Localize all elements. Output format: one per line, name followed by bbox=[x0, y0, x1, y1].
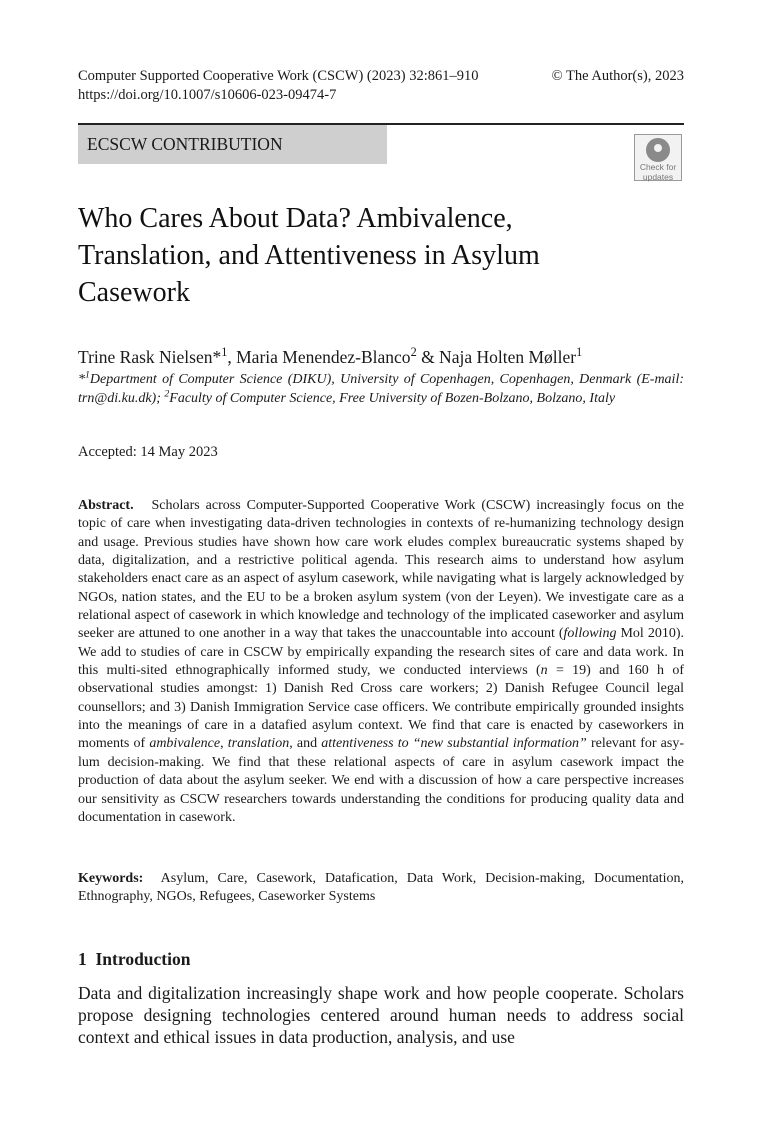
keywords-label: Keywords: bbox=[78, 871, 144, 886]
abstract-text: = 19) and 160 h of observational studies amongst: 1) Danish Red Cross care workers; 2) Danish Refugee Council legal counsellors; and 3) Danish Immigration Service case officers. We contribute empirically grounded insights into the meanings of care in a datafied asylum context. We find that care is enacted by caseworkers in moments of bbox=[78, 663, 685, 752]
abstract-italic: ambivalence bbox=[149, 736, 221, 752]
badge-text-line1: Check for bbox=[639, 162, 677, 172]
abstract-italic: attentiveness to “new substantial information” bbox=[321, 736, 587, 752]
affil-text: Department of Computer Science (DIKU), University of Copenhagen, Copenhagen, Denmark (E-mail: trn@di.ku.dk); bbox=[78, 372, 684, 406]
check-for-updates-badge[interactable] bbox=[634, 134, 682, 181]
affiliations bbox=[78, 370, 684, 408]
author-affil-mark: 1 bbox=[221, 345, 228, 360]
journal-citation: Computer Supported Cooperative Work (CSCW) (2023) 32:861–910 bbox=[78, 68, 479, 84]
affil-text: Faculty of Computer Science, Free University of Bozen-Bolzano, Bolzano, Italy bbox=[169, 391, 616, 406]
abstract-text: Mol 2010). We add to studies of care in CSCW by empirically expanding the research sites of care and data work. In this multi-sited ethnographically informed study, we conducted interviews ( bbox=[78, 626, 684, 679]
abstract-italic: n bbox=[540, 663, 548, 679]
section-heading bbox=[78, 948, 190, 970]
affil-star: * bbox=[78, 372, 85, 387]
abstract-text: relevant for asylum decision-making. We find that these relational aspects of care in asylum casework impact the production of data about the asylum seeker. We end with a discussion of how a care perspective increases our sensitivity as CSCW researchers towards understanding the conditions for producing quality data and documentation in casework. bbox=[78, 736, 685, 825]
abstract-italic: translation bbox=[227, 736, 290, 752]
accepted-date: Accepted: 14 May 2023 bbox=[78, 444, 218, 460]
doi-link[interactable]: https://doi.org/10.1007/s10606-023-09474-7 bbox=[78, 87, 337, 103]
contribution-label bbox=[78, 125, 387, 164]
author-name: & Naja Holten Møller bbox=[416, 347, 577, 367]
author-affil-mark: 2 bbox=[410, 345, 417, 360]
abstract-text: , and bbox=[289, 736, 322, 752]
keywords bbox=[78, 870, 684, 907]
keywords-text: Asylum, Care, Casework, Datafication, Data Work, Decision-making, Documentation, Ethnography, NGOs, Refugees, Caseworker Systems bbox=[78, 871, 684, 905]
author-affil-mark: 1 bbox=[576, 345, 583, 360]
affil-mark: 1 bbox=[85, 369, 90, 381]
intro-paragraph: Data and digitalization increasingly shape work and how people cooperate. Scholars propose designing technologies centered around human needs to address social context and ethical issues in data production, analysis, and use bbox=[78, 983, 684, 1047]
abstract bbox=[78, 497, 684, 827]
contribution-label-text: ECSCW CONTRIBUTION bbox=[87, 134, 283, 154]
abstract-italic: following bbox=[563, 626, 617, 642]
author-name: , Maria Menendez-Blanco bbox=[227, 347, 411, 367]
paper-title: Who Cares About Data? Ambivalence, Translation, and Attentiveness in Asylum Casework bbox=[78, 203, 540, 308]
author-name: Trine Rask Nielsen* bbox=[78, 347, 222, 367]
section-number: 1 bbox=[78, 949, 87, 969]
affil-mark: 2 bbox=[164, 388, 170, 400]
check-for-updates-icon bbox=[646, 138, 670, 162]
abstract-text: Scholars across Computer-Supported Cooperative Work (CSCW) increasingly focus on the topic of care when investigating data-driven technologies in contexts of re-humanizing technology design and usage. Previous studies have shown how care work eludes complex bureaucratic systems shaped by data, digitalization, and a restrictive political agenda. This research aims to understand how asylum stakeholders enact care as an aspect of asylum casework, while navigating what is largely acknowledged by NGOs, nation states, and the EU to be a broken asylum system (von der Leyen). We investigate care as a relational aspect of casework in which knowledge and technology of the implicated caseworker and asylum seeker are attuned to one another in a way that takes the unaccountable into account ( bbox=[78, 498, 684, 642]
section-title: Introduction bbox=[95, 949, 191, 969]
badge-text-line2: updates bbox=[642, 172, 674, 182]
copyright-notice: © The Author(s), 2023 bbox=[551, 68, 684, 84]
author-list bbox=[78, 346, 582, 368]
abstract-label: Abstract. bbox=[78, 498, 134, 513]
abstract-text: , bbox=[220, 736, 228, 752]
